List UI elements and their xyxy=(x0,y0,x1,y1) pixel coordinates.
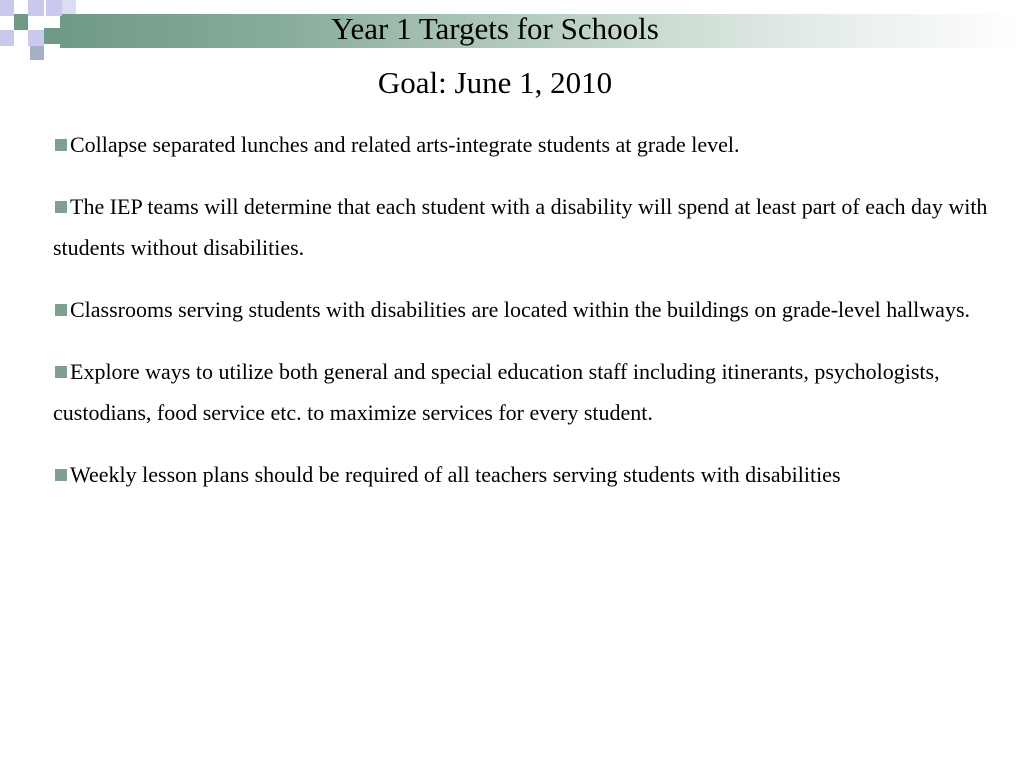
bullet-list xyxy=(53,124,993,516)
bullet-text: Classrooms serving students with disabilities are located within the buildings on grade-level hallways. xyxy=(70,297,971,322)
bullet-text: The IEP teams will determine that each student with a disability will spend at least part of each day with students without disabilities. xyxy=(53,194,988,260)
bullet-item xyxy=(53,454,993,495)
bullet-text: Weekly lesson plans should be required of all teachers serving students with disabilities xyxy=(70,462,841,487)
bullet-text: Collapse separated lunches and related arts-integrate students at grade level. xyxy=(70,132,740,157)
square-bullet-icon xyxy=(55,366,67,378)
square-bullet-icon xyxy=(55,201,67,213)
bullet-item xyxy=(53,351,993,433)
slide-title: Year 1 Targets for Schools xyxy=(331,11,659,46)
bullet-item xyxy=(53,124,993,165)
bullet-item xyxy=(53,289,993,330)
bullet-item xyxy=(53,186,993,268)
bullet-text: Explore ways to utilize both general and special education staff including itinerants, psychologists, custodians, food service etc. to maximize services for every student. xyxy=(53,359,940,425)
square-bullet-icon xyxy=(55,139,67,151)
square-bullet-icon xyxy=(55,304,67,316)
slide-subtitle: Goal: June 1, 2010 xyxy=(377,65,613,100)
square-bullet-icon xyxy=(55,469,67,481)
